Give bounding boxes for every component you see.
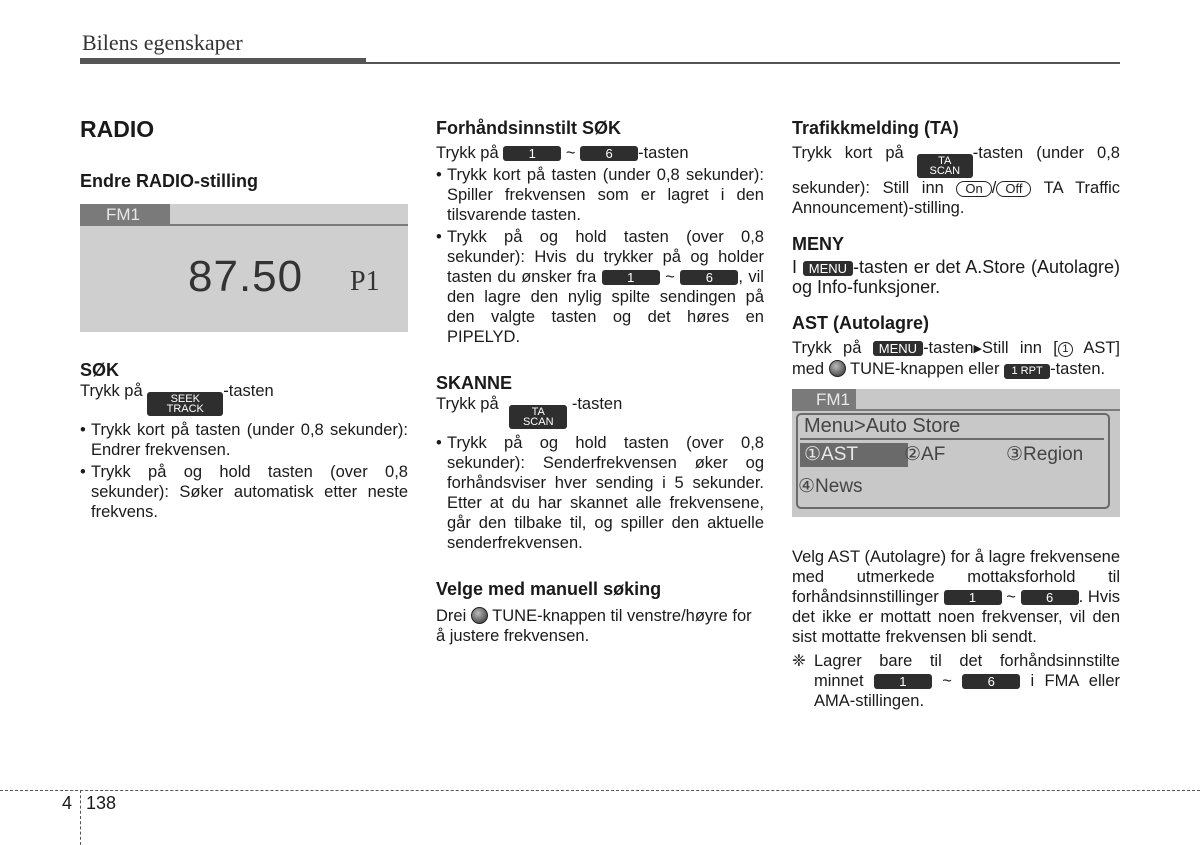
preset-key-1: 1 [503,146,561,161]
ast-text [792,338,1120,379]
preset-intro-text: Trykk på [436,144,499,162]
preset-key-6: 6 [680,270,738,285]
menu-option-af: ②AF [904,444,946,465]
frequency-readout: 87.50 [188,252,304,301]
ast-text-mid1: -tasten [923,339,974,357]
preset-key-6: 6 [1021,590,1079,605]
page-number: 138 [86,793,117,813]
manual-title: Velge med manuell søking [436,579,662,599]
ta-scan-key [509,405,567,429]
preset-bullets [436,165,764,347]
seek-intro-text: Trykk på [80,382,143,400]
circled-one-icon: 1 [1058,342,1073,357]
manual-text-pre: Drei [436,607,467,625]
note-text-post: i FMA eller AMA-stillingen. [814,672,1120,710]
ast-desc-pre: Velg AST (Autolagre) for å lagre frekvensene med utmerkede mottaksforhold til forhåndsinnstillinger [792,548,1120,606]
display-rule [856,409,1120,411]
preset-title: Forhåndsinnstilt SØK [436,118,622,138]
menu-rule [800,438,1104,440]
running-header: Bilens egenskaper [82,30,243,55]
ta-title: Trafikkmelding (TA) [792,118,959,138]
list-item: • Trykk på og hold tasten (over 0,8 sekunder): Søker automatisk etter neste frekvens. [80,462,408,522]
preset-key-6: 6 [962,674,1020,689]
note [792,651,1120,711]
preset-key-6: 6 [580,146,638,161]
list-item: • Trykk kort på tasten (under 0,8 sekunder): Endrer frekvensen. [80,420,408,460]
preset-intro-suffix: -tasten [638,144,689,162]
column-left [80,108,408,522]
off-button: Off [996,181,1031,197]
tilde: ~ [1006,588,1016,606]
manual-text [436,606,764,646]
scan-label: SCAN [929,165,961,177]
bullet-text: , vil den lagre den nylig spilte sendingen på den valgte tasten og det høres en PIPELYD. [447,268,764,346]
seek-intro [80,381,408,416]
menu-option-region: ③Region [1006,444,1084,465]
menu-title: MENY [792,234,845,254]
menu-text [792,257,1120,297]
preset-key-1: 1 [602,270,660,285]
seek-track-key [147,392,223,416]
ta-text-mid: -tasten (under 0,8 sekunder): Still inn [792,144,1120,197]
note-text-pre: Lagrer bare til det forhåndsinnstilte minnet [814,652,1120,690]
scan-bullets [436,433,764,553]
section-title: RADIO [80,116,155,142]
list-item: • Trykk kort på tasten (under 0,8 sekunder): Spiller frekvensen som er lagret i den tilsvarende tasten. [436,165,764,225]
seek-intro-suffix: -tasten [223,382,274,400]
menu-text-post: -tasten er det A.Store (Autolagre) og Info-funksjoner. [792,257,1120,297]
display-rule [170,224,408,226]
ast-description [792,547,1120,647]
radio-display [80,204,408,332]
track-key-label: TRACK [166,403,204,415]
ta-label: TA [938,155,952,167]
ast-text-mid4: TUNE-knappen eller [850,360,1000,378]
slash: / [991,179,997,197]
menu-option-ast: ①AST [800,443,908,467]
ta-scan-key [917,154,973,178]
seek-key-label: SEEK [170,393,200,405]
ta-text-pre: Trykk kort på [792,144,904,162]
ta-text [792,143,1120,218]
tilde: ~ [565,144,576,162]
tune-knob-icon [471,607,488,624]
preset-key-1: 1 [944,590,1002,605]
scan-intro-text: Trykk på [436,395,499,413]
band-label: FM1 [792,389,856,411]
rpt-key: 1 RPT [1004,364,1050,379]
list-item [436,227,764,347]
scan-label: SCAN [522,416,554,428]
scan-intro-suffix: -tasten [571,395,623,413]
tilde: ~ [665,268,675,286]
scan-title: SKANNE [436,373,513,393]
header-rule-thick [80,58,366,64]
preset-readout: P1 [350,266,380,297]
preset-key-1: 1 [874,674,932,689]
scan-intro [436,394,764,429]
ta-text-post: TA Traffic Announcement)-stilling. [792,179,1120,217]
menu-option-news: ④News [798,476,863,497]
ast-text-mid2: Still inn [ [981,339,1058,357]
chapter-number: 4 [62,793,73,813]
menu-path: Menu>Auto Store [804,415,961,437]
menu-key: MENU [803,261,853,276]
tune-knob-icon [829,360,846,377]
subsection-title: Endre RADIO-stilling [80,171,259,191]
band-label: FM1 [80,204,170,226]
footer-rule [0,790,1200,791]
arrow-right-icon: ▶ [973,343,982,355]
ast-text-mid3: AST] med [792,339,1120,378]
menu-key: MENU [873,341,923,356]
preset-intro [436,143,764,163]
ast-text-pre: Trykk på [792,339,862,357]
list-item: • Trykk på og hold tasten (over 0,8 sekunder): Senderfrekvensen øker og forhåndsviser hver sending i 5 sekunder. Etter at du har skannet alle frekvensene, går den tilbake til, og spiller den aktuelle senderfrekvensen. [436,433,764,553]
ast-text-post: -tasten. [1050,360,1106,378]
manual-text-post: TUNE-knappen til venstre/høyre for å justere frekvensen. [436,607,752,645]
on-button: On [956,181,991,197]
bullet-text: Trykk på og hold tasten (over 0,8 sekunder): Hvis du trykker på og holder tasten du ønsker fra [447,228,764,286]
header-rule-thin [366,62,1120,64]
ast-title: AST (Autolagre) [792,313,929,333]
seek-bullets [80,420,408,522]
menu-text-pre: I [792,257,798,277]
column-middle [436,108,764,646]
ast-desc-post: . Hvis det ikke er mottatt noen frekvenser, vil den sist mottatte frekvensen bli sendt. [792,588,1120,646]
footer-divider [80,790,81,845]
ta-label: TA [531,406,545,418]
note-mark-icon: ❈ [792,652,806,670]
column-right [792,108,1120,711]
seek-title: SØK [80,360,120,380]
tilde: ~ [942,672,952,690]
autostore-display [792,389,1120,517]
